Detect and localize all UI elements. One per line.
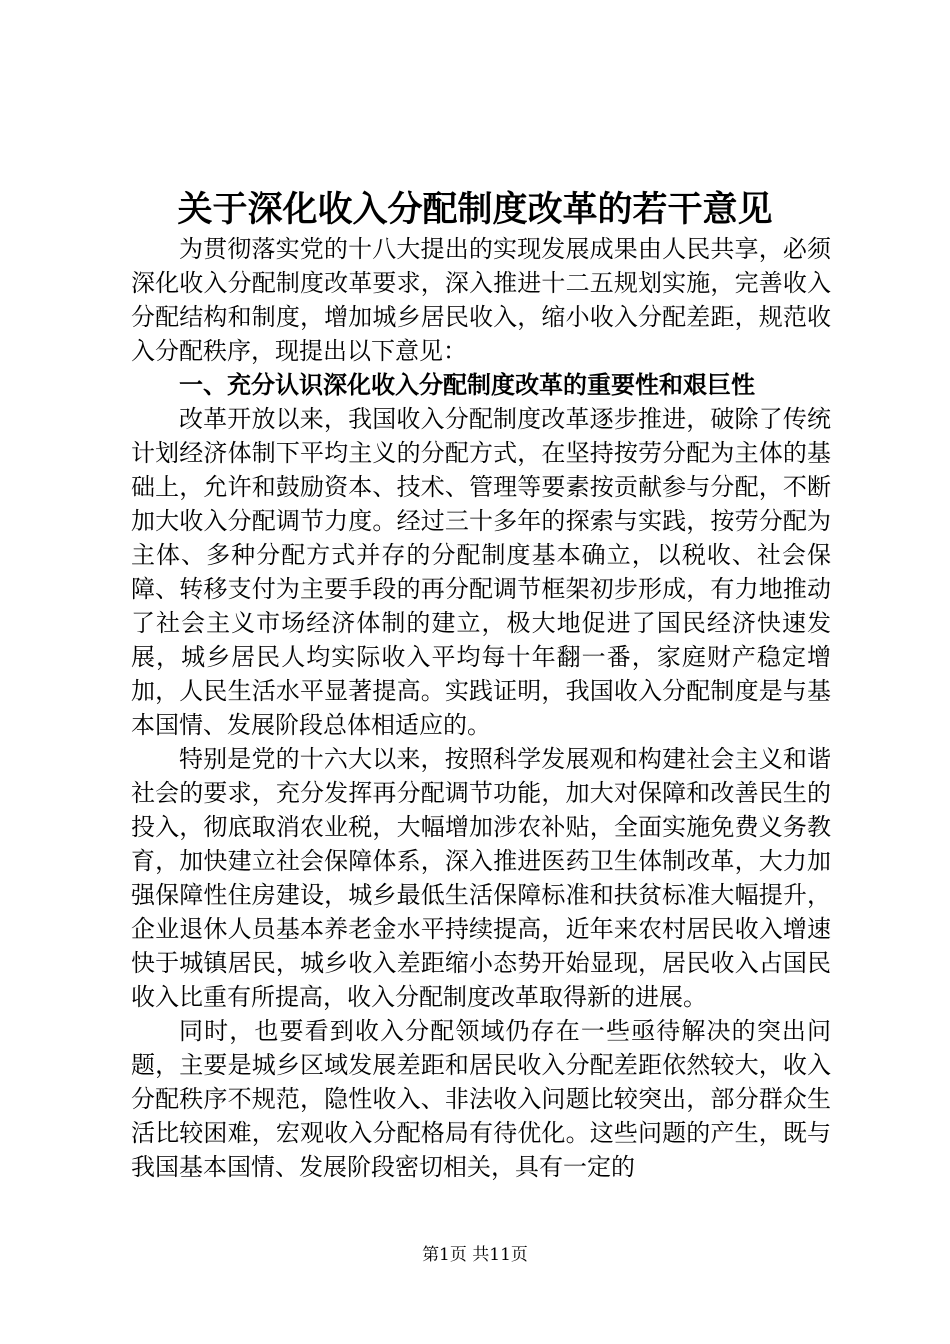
body-paragraph: 改革开放以来，我国收入分配制度改革逐步推进，破除了传统计划经济体制下平均主义的分配方式，在坚持按劳分配为主体的基础上，允许和鼓励资本、技术、管理等要素按贡献参与分配，不断加大收入分配调节力度。经过三十多年的探索与实践，按劳分配为主体、多种分配方式并存的分配制度基本确立，以税收、社会保障、转移支付为主要手段的再分配调节框架初步形成，有力地推动了社会主义市场经济体制的建立，极大地促进了国民经济快速发展，城乡居民人均实际收入平均每十年翻一番，家庭财产稳定增加，人民生活水平显著提高。实践证明，我国收入分配制度是与基本国情、发展阶段总体相适应的。	[131, 405, 831, 739]
body-paragraph: 特别是党的十六大以来，按照科学发展观和构建社会主义和谐社会的要求，充分发挥再分配调节功能，加大对保障和改善民生的投入，彻底取消农业税，大幅增加涉农补贴，全面实施免费义务教育，加快建立社会保障体系，深入推进医药卫生体制改革，大力加强保障性住房建设，城乡最低生活保障标准和扶贫标准大幅提升，企业退休人员基本养老金水平持续提高，近年来农村居民收入增速快于城镇居民，城乡收入差距缩小态势开始显现，居民收入占国民收入比重有所提高，收入分配制度改革取得新的进展。	[131, 745, 831, 1011]
body-paragraph: 同时，也要看到收入分配领域仍存在一些亟待解决的突出问题，主要是城乡区域发展差距和居民收入分配差距依然较大，收入分配秩序不规范，隐性收入、非法收入问题比较突出，部分群众生活比较困难，宏观收入分配格局有待优化。这些问题的产生，既与我国基本国情、发展阶段密切相关，具有一定的	[131, 1017, 831, 1181]
document-title: 关于深化收入分配制度改革的若干意见	[177, 189, 773, 230]
section-heading: 一、充分认识深化收入分配制度改革的重要性和艰巨性	[179, 370, 755, 399]
document-body	[131, 232, 831, 1184]
page-footer: 第1页 共11页	[422, 1245, 528, 1265]
intro-paragraph: 为贯彻落实党的十八大提出的实现发展成果由人民共享，必须深化收入分配制度改革要求，深入推进十二五规划实施，完善收入分配结构和制度，增加城乡居民收入，缩小收入分配差距，规范收入分配秩序，现提出以下意见：	[131, 235, 831, 365]
